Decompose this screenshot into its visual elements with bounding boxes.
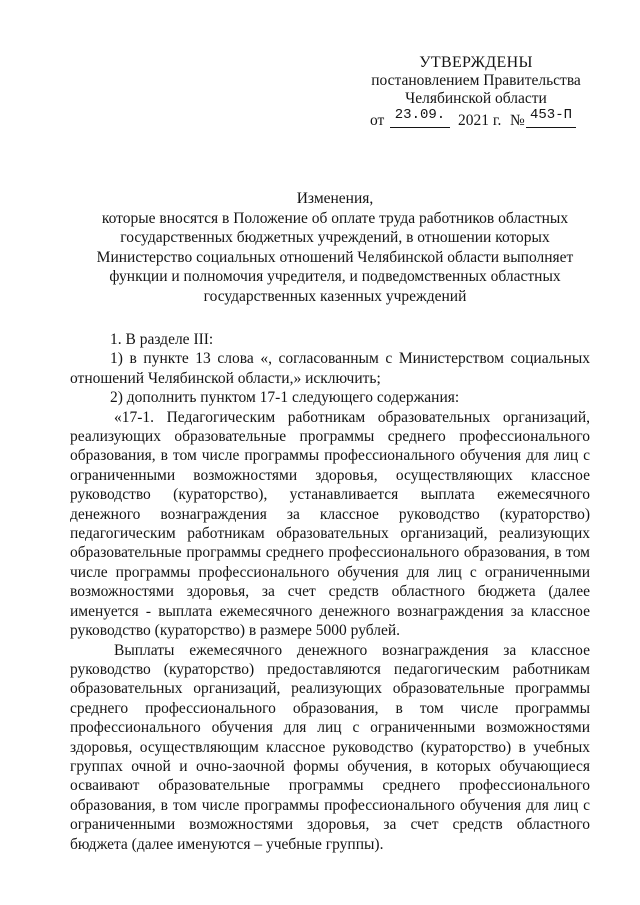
heading-line-5: функции и полномочия учредителя, и подведомственных областных bbox=[109, 268, 561, 286]
document-heading bbox=[80, 189, 590, 307]
heading-line-2: которые вносятся в Положение об оплате труда работников областных bbox=[101, 209, 569, 227]
approval-line-1: постановлением Правительства bbox=[371, 72, 581, 89]
number-label: № bbox=[510, 112, 525, 129]
approval-number: 453-П bbox=[526, 106, 576, 128]
heading-line-6: государственных казенных учреждений bbox=[203, 287, 467, 305]
approval-date: 23.09. bbox=[390, 106, 450, 128]
approval-block bbox=[356, 54, 596, 132]
approval-line-2: Челябинской области bbox=[405, 90, 547, 107]
from-label: от bbox=[370, 112, 385, 129]
paragraph-clause-17-1: «17-1. Педагогическим работникам образовательных организаций, реализующих образовательные программы среднего профессионального образования, в том числе программы профессионального обучения для лиц с ограниченными возможностями здоровья, осуществляющих классное руководство (кураторство), устанавливается выплата ежемесячного денежного вознаграждения за классное руководство (кураторство) педагогическим работникам образовательных организаций, реализующих образовательные программы среднего профессионального образования, в том числе программы профессионального обучения для лиц с ограниченными возможностями здоровья, за счет средств областного бюджета (далее именуется - выплата ежемесячного денежного вознаграждения за классное руководство (кураторство) в размере 5000 рублей. bbox=[70, 408, 590, 640]
heading-line-1: Изменения, bbox=[296, 190, 374, 207]
heading-line-3: государственных бюджетных учреждений, в отношении которых bbox=[120, 229, 550, 247]
approval-title: УТВЕРЖДЕНЫ bbox=[419, 54, 533, 71]
approval-year: 2021 г. bbox=[458, 112, 502, 129]
paragraph-section-3: 1. В разделе III: bbox=[110, 331, 214, 348]
paragraph-payments: Выплаты ежемесячного денежного вознаграждения за классное руководство (кураторство) предоставляются педагогическим работникам образовательных организаций, реализующих образовательные программы среднего профессионального образования, в том числе программы профессионального обучения для лиц с ограниченными возможностями здоровья, осуществляющим классное руководство (кураторство) в учебных группах очной и очно-заочной формы обучения, в которых обучающиеся осваивают образовательные программы среднего профессионального образования, в том числе программы профессионального обучения для лиц с ограниченными возможностями здоровья, за счет средств областного бюджета (далее именуются – учебные группы). bbox=[70, 641, 590, 853]
approval-date-line bbox=[356, 107, 596, 132]
document-body bbox=[70, 330, 590, 854]
heading-line-4: Министерство социальных отношений Челябинской области выполняет bbox=[96, 248, 574, 266]
paragraph-item-2: 2) дополнить пунктом 17-1 следующего содержания: bbox=[110, 389, 460, 407]
paragraph-item-1: 1) в пункте 13 слова «, согласованным с Министерством социальных отношений Челябинской области,» исключить; bbox=[70, 350, 590, 387]
